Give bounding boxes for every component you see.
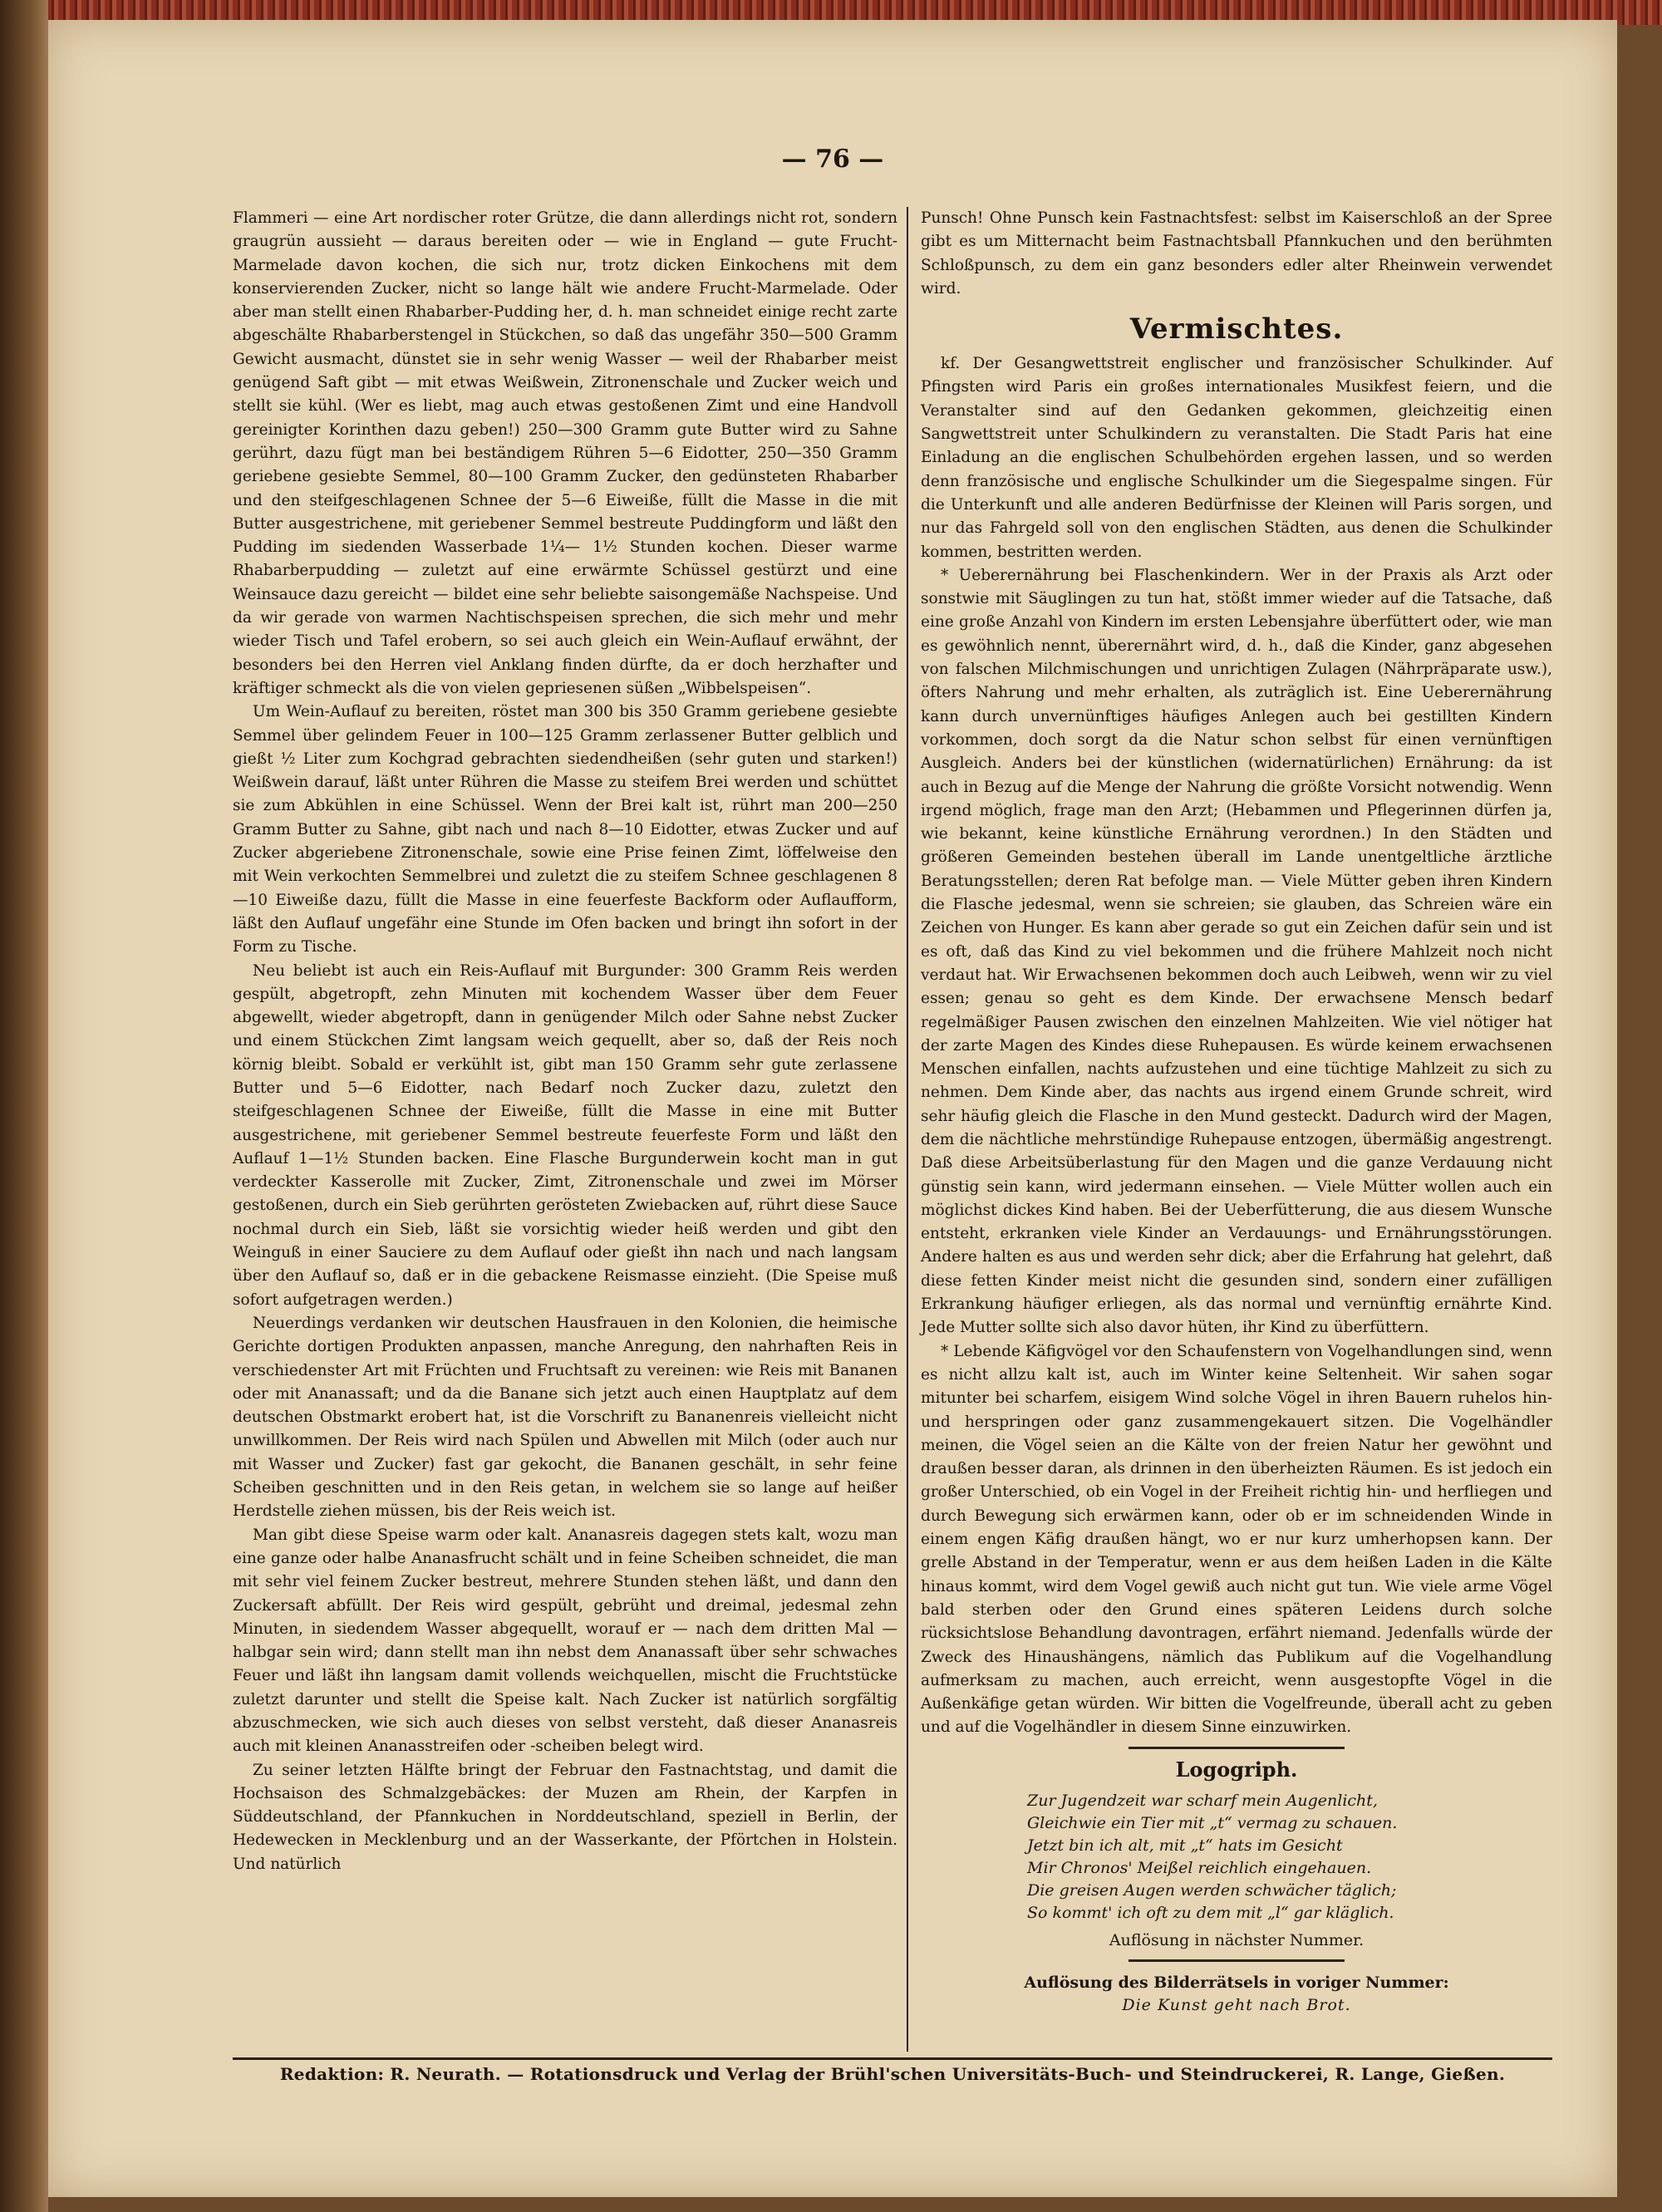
poem-line: Zur Jugendzeit war scharf mein Augenlicht, (1027, 1791, 1378, 1810)
column-divider (907, 207, 908, 2052)
section-title: Vermischtes. (1129, 312, 1344, 347)
article-paragraph: Punsch! Ohne Punsch kein Fastnachtsfest: selbst im Kaiserschloß an der Spree gibt es um Mitternacht beim Fastnachtsball Pfannkuchen und den berühmten Schloßpunsch, zu dem ein ganz besonders edler alter Rheinwein verwendet wird. (921, 209, 1552, 297)
book-binding-edge (0, 0, 48, 2212)
section-rule (1128, 1747, 1345, 1749)
logogriph-title: Logogriph. (1175, 1757, 1298, 1782)
article-paragraph: Flammeri — eine Art nordischer roter Grütze, die dann allerdings nicht rot, sondern graugrün aussieht — daraus bereiten oder — wie in England — gute Frucht-Marmelade davon kochen, die sich nur, trotz dicken Einkochens mit dem konservierenden Zucker, nicht so lange hält wie andere Frucht-Marmelade. Oder aber man stellt einen Rhabarber-Pudding her, d. h. man schneidet einige recht zarte abgeschälte Rhabarberstengel in Stückchen, so daß das ungefähr 350—500 Gramm Gewicht ausmacht, dünstet sie in sehr wenig Wasser — weil der Rhabarber meist genügend Saft gibt — mit etwas Weißwein, Zitronenschale und Zucker weich und stellt sie kühl. (Wer es liebt, mag auch etwas gestoßenen Zimt und eine Handvoll gereinigter Korinthen dazu geben!) 250—300 Gramm gute Butter wird zu Sahne gerührt, dazu fügt man bei beständigem Rühren 5—6 Eidotter, 250—350 Gramm geriebene gesiebte Semmel, 80—100 Gramm Zucker, den gedünsteten Rhabarber und den steifgeschlagenen Schnee der 5—6 Eiweiße, füllt die Masse in die mit Butter ausgestrichene, mit geriebener Semmel bestreute Puddingform und läßt den Pudding im siedenden Wasserbade 1¼— 1½ Stunden kochen. Dieser warme Rhabarberpudding — zuletzt auf eine erwärmte Schüssel gestürzt und eine Weinsauce dazu gereicht — bildet eine sehr beliebte saisongemäße Nachspeise. Und da wir gerade von warmen Nachtischspeisen sprechen, die sich mehr und mehr wieder Tisch und Tafel erobern, so sei auch gleich ein Wein-Auflauf erwähnt, der besonders bei den Herren viel Anklang finden dürfte, da er doch herzhafter und kräftiger schmeckt als die von vielen gepriesenen süßen „Wibbelspeisen“. (233, 209, 897, 697)
newspaper-page (48, 20, 1617, 2197)
poem-line: So kommt' ich oft zu dem mit „l“ gar kläglich. (1027, 1903, 1394, 1922)
poem-line: Gleichwie ein Tier mit „t“ vermag zu schauen. (1027, 1813, 1398, 1832)
footer-rule (233, 2057, 1552, 2060)
article-paragraph: Um Wein-Auflauf zu bereiten, röstet man 300 bis 350 Gramm geriebene gesiebte Semmel über gelindem Feuer in 100—125 Gramm zerlassener Butter gelblich und gießt ½ Liter zum Kochgrad gebrachten siedendheißen (sehr guten und starken!) Weißwein darauf, läßt unter Rühren die Masse zu steifem Brei werden und schüttet sie zum Abkühlen in eine Schüssel. Wenn der Brei kalt ist, rührt man 200—250 Gramm Butter zu Sahne, gibt nach und nach 8—10 Eidotter, etwas Zucker und auf Zucker abgeriebene Zitronenschale, sowie eine Prise feinen Zimt, löffelweise den mit Wein verkochten Semmelbrei und zuletzt die zu steifem Schnee geschlagenen 8—10 Eiweiße dazu, füllt die Masse in eine feuerfeste Backform oder Auflaufform, läßt den Auflauf ungefähr eine Stunde im Ofen backen und bringt ihn sofort in der Form zu Tische. (233, 703, 897, 956)
article-paragraph: Zu seiner letzten Hälfte bringt der Februar den Fastnachtstag, und damit die Hochsaison des Schmalzgebäckes: der Muzen am Rhein, der Karpfen in Süddeutschland, der Pfannkuchen in Norddeutschland, speziell in Berlin, der Hedewecken in Mecklenburg und an der Wasserkante, der Pförtchen in Holstein. Und natürlich (233, 1761, 897, 1873)
news-item: kf. Der Gesangwettstreit englischer und französischer Schulkinder. Auf Pfingsten wird Paris ein großes internationales Musikfest feiern, und die Veranstalter sind auf den Gedanken gekommen, gleichzeitig einen Sangwettstreit unter Schulkindern zu veranstalten. Die Stadt Paris hat eine Einladung an die englischen Schulbehörden ergehen lassen, und so werden denn französische und englische Schulkinder um die Siegespalme singen. Für die Unterkunft und alle anderen Bedürfnisse der Kleinen will Paris sorgen, und nur das Fahrgeld soll von den englischen Städten, aus denen die Schulkinder kommen, bestritten werden. (921, 355, 1552, 561)
news-item: * Lebende Käfigvögel vor den Schaufenstern von Vogelhandlungen sind, wenn es nicht allzu kalt ist, auch im Winter keine Seltenheit. Wir sahen sogar mitunter bei scharfem, eisigem Wind solche Vögel in ihren Bauern ruhelos hin- und herspringen oder ganz zusammengekauert sitzen. Die Vogelhändler meinen, die Vögel seien an die Kälte von der freien Natur her gewöhnt und draußen besser daran, als drinnen in den überheizten Räumen. Es ist jedoch ein großer Unterschied, ob ein Vogel in der Freiheit richtig hin- und herfliegen und durch Bewegung sich erwärmen kann, oder ob er im schneidenden Winde in einem engen Käfig draußen hängt, wo er nur kurz umherhopsen kann. Der grelle Abstand in der Temperatur, wenn er aus dem heißen Laden in die Kälte hinaus kommt, wird dem Vogel gewiß auch nicht gut tun. Wie viele arme Vögel bald sterben oder den Grund eines späteren Leidens durch solche rücksichtslose Behandlung davontragen, erfährt niemand. Jedenfalls würde der Zweck des Hinaushängens, nämlich das Publikum auf die Vogelhandlung aufmerksam zu machen, auch erreicht, wenn ausgestopfte Vögel in die Außenkäfige getan würden. Wir bitten die Vogelfreunde, überall acht zu geben und auf die Vogelhändler in diesem Sinne einzuwirken. (921, 1342, 1552, 1737)
puzzle-answer: Die Kunst geht nach Brot. (1122, 1995, 1351, 2014)
article-paragraph: Neuerdings verdanken wir deutschen Hausfrauen in den Kolonien, die heimische Gerichte dortigen Produkten anpassen, manche Anregung, den nahrhaften Reis in verschiedenster Art mit Früchten und Fruchtsaft zu vereinen: wie Reis mit Bananen oder mit Ananassaft; und da die Banane sich jetzt auch einen Hauptplatz auf dem deutschen Obstmarkt erobert hat, ist die Vorschrift zu Bananenreis vielleicht nicht unwillkommen. Der Reis wird nach Spülen und Abwellen mit Milch (oder auch nur mit Wasser und Zucker) fast gar gekocht, die Bananen geschält, in sehr feine Scheiben geschnitten und in den Reis getan, in welchem sie so lange auf heißer Herdstelle ziehen müssen, bis der Reis weich ist. (233, 1314, 897, 1521)
poem-line: Die greisen Augen werden schwächer täglich; (1027, 1880, 1397, 1900)
puzzle-answer-label: Auflösung des Bilderrätsels in voriger Nummer: (1024, 1973, 1449, 1992)
right-column (921, 207, 1552, 2017)
article-paragraph: Man gibt diese Speise warm oder kalt. Ananasreis dagegen stets kalt, wozu man eine ganze oder halbe Ananasfrucht schält und in feine Scheiben schneidet, die man mit sehr viel feinem Zucker bestreut, mehrere Stunden stehen läßt, und dann den Zuckersaft abfüllt. Der Reis wird gespült, gebrüht und dreimal, jedesmal zehn Minuten, in siedendem Wasser abgequellt, worauf er — nach dem dritten Mal — halbgar sein wird; dann stellt man ihn nebst dem Ananassaft über sehr schwaches Feuer und läßt ihn langsam damit vollends weichquellen, mischt die Fruchtstücke zuletzt darunter und stellt die Speise kalt. Nach Zucker ist natürlich sorgfältig abzuschmecken, wie sich auch dieses von selbst versteht, daß dieser Ananasreis auch mit kleinen Ananasstreifen oder -scheiben belegt wird. (233, 1526, 897, 1756)
poem-line: Mir Chronos' Meißel reichlich eingehauen. (1027, 1858, 1372, 1877)
logogriph-puzzle (921, 1757, 1552, 1953)
article-paragraph: Neu beliebt ist auch ein Reis-Auflauf mit Burgunder: 300 Gramm Reis werden gespült, abgetropft, zehn Minuten mit kochendem Wasser über dem Feuer abgewellt, wieder abgetropft, dann in genügender Milch oder Sahne nebst Zucker und einem Stückchen Zimt langsam weich gequellt, aber so, daß der Reis noch körnig bleibt. Sobald er verkühlt ist, gibt man 150 Gramm sehr gute zerlassene Butter und 5—6 Eidotter, nach Bedarf noch Zucker dazu, zuletzt den steifgeschlagenen Schnee der Eiweiße, füllt die Masse in eine mit Butter ausgestrichene, mit geriebener Semmel bestreute feuerfeste Form und läßt den Auflauf 1—1½ Stunden backen. Eine Flasche Burgunderwein kocht man in gut verdeckter Kasserolle mit Zucker, Zimt, Zitronenschale und zwei im Mörser gestoßenen, durch ein Sieb gerührten gerösteten Zwiebacken auf, rührt diese Sauce nochmal durch ein Sieb, läßt sie vorsichtig wieder heiß werden und gibt den Weinguß in einer Sauciere zu dem Auflauf oder gießt ihn nach und nach langsam über den Auflauf so, daß er in die gebackene Reismasse einzieht. (Die Speise muß sofort aufgetragen werden.) (233, 961, 897, 1309)
page-number: — 76 — (781, 145, 884, 174)
news-item: * Ueberernährung bei Flaschenkindern. Wer in der Praxis als Arzt oder sonstwie mit Säuglingen zu tun hat, stößt immer wieder auf die Tatsache, daß eine große Anzahl von Kindern im ersten Lebensjahre überfüttert oder, wie man es gewöhnlich nennt, überernährt wird, d. h., daß die Kinder, ganz abgesehen von falschen Milchmischungen und unrichtigen Zulagen (Nährpräparate usw.), öfters Nahrung und mehr erhalten, als zuträglich ist. Eine Ueberernährung kann durch unvernünftiges häufiges Anlegen auch bei gestillten Kindern vorkommen, doch sorgt da die Natur schon selbst für einen vernünftigen Ausgleich. Anders bei der künstlichen (widernatürlichen) Ernährung: da ist auch in Bezug auf die Menge der Nahrung die größte Vorsicht notwendig. Wenn irgend möglich, frage man den Arzt; (Hebammen und Pflegerinnen dürfen ja, wie bekannt, keine künstliche Ernährung verordnen.) In den Städten und größeren Gemeinden bestehen überall im Lande unentgeltliche ärztliche Beratungsstellen; deren Rat befolge man. — Viele Mütter geben ihren Kindern die Flasche jedesmal, wenn sie schreien; sie glauben, das Schreien wäre ein Zeichen von Hunger. Es kann aber gerade so gut ein Zeichen dafür sein und ist es oft, daß das Kind zu viel bekommen und die frühere Mahlzeit noch nicht verdaut hat. Wir Erwachsenen bekommen doch auch Leibweh, wenn wir zu viel essen; genau so geht es dem Kinde. Der erwachsene Mensch bedarf regelmäßiger Pausen zwischen den einzelnen Mahlzeiten. Wie viel nötiger hat der zarte Magen des Kindes diese Ruhepausen. Es würde keinem erwachsenen Menschen einfallen, nachts aufzustehen und eine tüchtige Mahlzeit zu sich zu nehmen. Dem Kinde aber, das nachts aus irgend einem Grunde schreit, wird sehr häufig gleich die Flasche in den Mund gesteckt. Dadurch wird der Magen, dem die nächtliche mehrstündige Ruhepause entzogen, übermäßig angestrengt. Daß diese Arbeitsüberlastung für den Magen und die ganze Verdauung nicht günstig sein kann, wird jedermann einsehen. — Viele Mütter wollen auch ein möglichst dickes Kind haben. Bei der Ueberfütterung, die aus diesem Wunsche entsteht, erkranken viele Kinder an Verdauungs- und Ernährungsstörungen. Andere halten es aus und werden sehr dick; aber die Erfahrung hat gelehrt, daß diese fetten Kinder meist nicht die gesunden sind, sondern einer zufälligen Erkrankung häufiger erliegen, als das normal und vernünftig ernährte Kind. Jede Mutter sollte sich also davor hüten, ihr Kind zu überfüttern. (921, 566, 1552, 1337)
imprint-footer: Redaktion: R. Neurath. — Rotationsdruck und Verlag der Brühl'schen Universitäts-Buch- und Steindruckerei, R. Lange, Gießen. (279, 2064, 1506, 2084)
poem-line: Jetzt bin ich alt, mit „t“ hats im Gesicht (1027, 1836, 1343, 1855)
section-rule (1128, 1959, 1345, 1962)
left-column (233, 207, 897, 1876)
solution-note: Auflösung in nächster Nummer. (1109, 1930, 1365, 1949)
